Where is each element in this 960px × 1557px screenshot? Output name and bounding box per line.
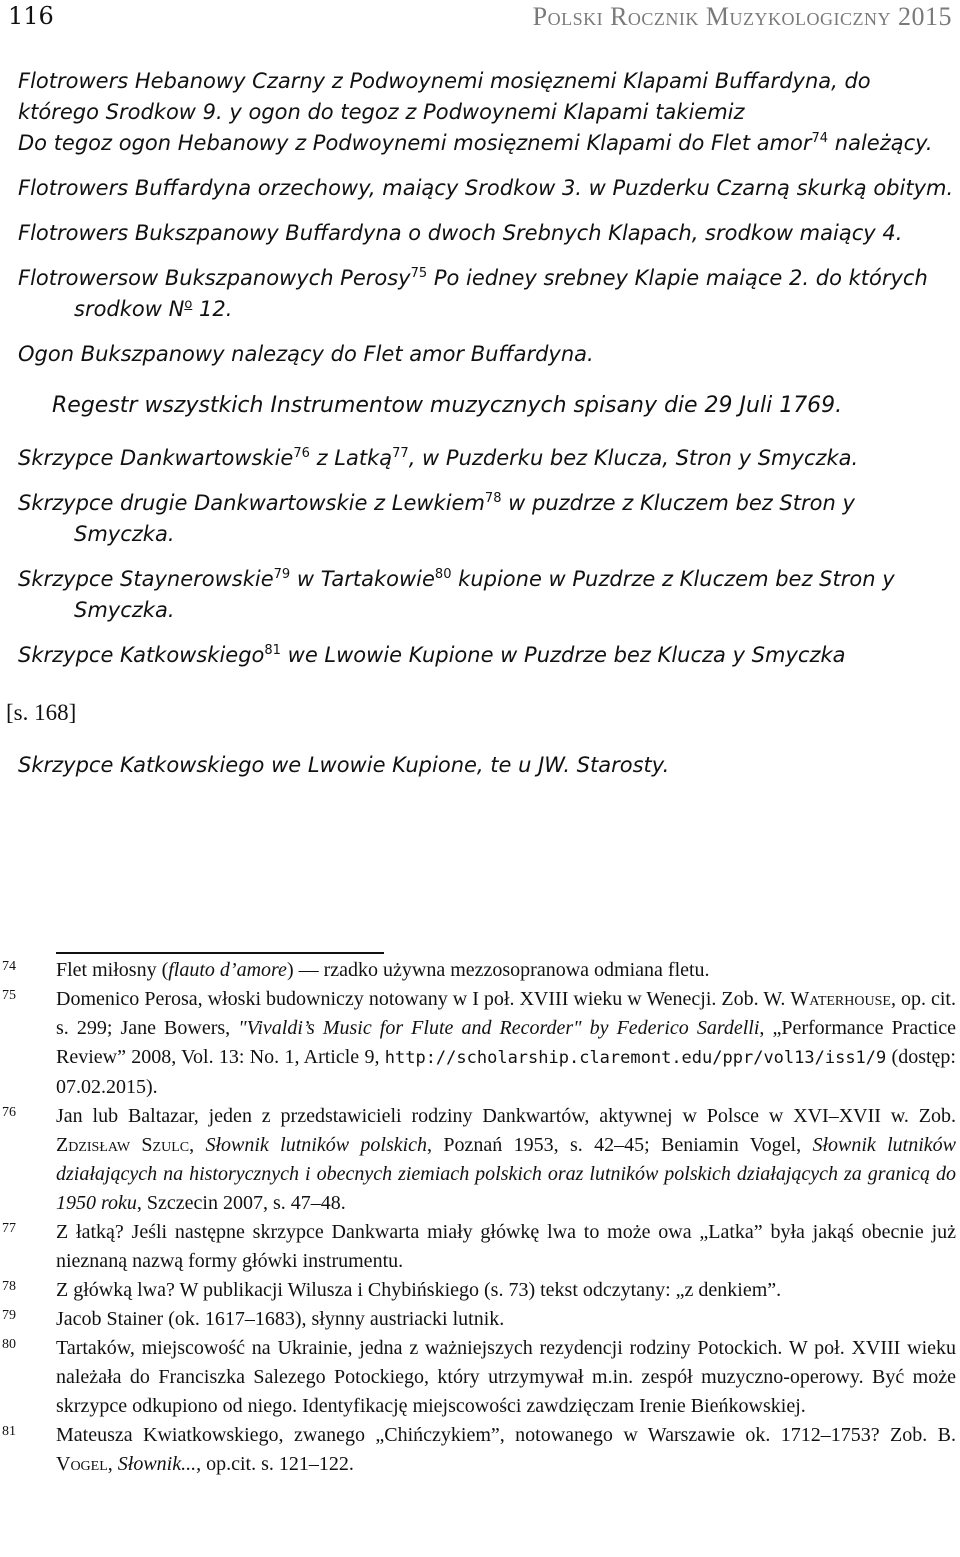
section-heading: Regestr wszystkich Instrumentow muzycznych spisany die 29 Juli 1769. (52, 393, 843, 418)
page-number: 116 (8, 2, 54, 30)
footnote-number: 77 (2, 1221, 16, 1236)
footnote-number: 74 (2, 959, 16, 974)
inventory-entry: Flotrowers Hebanowy Czarny z Podwoynemi mosięznemi Klapami Buffardyna, do którego Srodkow 9. y ogon do tegoz z Podwoynemi Klapami takiemiz (18, 69, 871, 124)
page-header (0, 0, 960, 40)
footnote-number: 79 (2, 1308, 16, 1323)
footnote-number: 80 (2, 1337, 16, 1352)
footnote-81: 81 Mateusza Kwiatkowskiego, zwanego „Chińczykiem”, notowanego w Warszawie ok. 1712–1753? Zob. B. Vogel, Słownik..., op.cit. s. 121–122. (0, 1421, 960, 1479)
source-link[interactable]: http://scholarship.claremont.edu/ppr/vol13/iss1/9 (384, 1048, 887, 1068)
footnote-76: 76 Jan lub Baltazar, jeden z przedstawicieli rodziny Dankwartów, aktywnej w Polsce w XVI–XVII w. Zob. Zdzisław Szulc, Słownik lutników polskich, Poznań 1953, s. 42–45; Beniamin Vogel, Słownik lutników działających na historycznych i obecnych ziemiach polskich oraz lutników polskich działających za granicą do 1950 roku, Szczecin 2007, s. 47–48. (0, 1102, 960, 1218)
inventory-entry: Skrzypce Katkowskiego we Lwowie Kupione, te u JW. Starosty. (18, 753, 670, 777)
running-head: Polski Rocznik Muzykologiczny 2015 (532, 2, 952, 31)
inventory-entry: Flotrowersow Bukszpanowych Perosy$^{75}$ Po iedney srebney Klapie maiące 2. do których srodkow $N^o$ 12. (18, 266, 928, 321)
footnote-ref[interactable]: 78 (484, 491, 502, 506)
footnote-number: 76 (2, 1105, 16, 1120)
inventory-entry: Flotrowers Bukszpanowy Buffardyna o dwoch Srebnych Klapach, srodkow maiący 4. (18, 221, 903, 245)
footnote-number: 78 (2, 1279, 16, 1294)
footnote-ref[interactable]: 74 (811, 131, 829, 146)
footnote-separator (56, 952, 384, 954)
footnote-75: 75 Domenico Perosa, włoski budowniczy notowany w I poł. XVIII wieku w Wenecji. Zob. W. Waterhouse, op. cit. s. 299; Jane Bowers, "Vivaldi’s Music for Flute and Recorder" by Federico Sardelli, „Performance Practice Review” 2008, Vol. 13: No. 1, Article 9, http://scholarship.claremont.edu/ppr/vol13/iss1/9 (dostęp: 07.02.2015). (0, 985, 960, 1102)
footnote-number: 75 (2, 988, 16, 1003)
footnote-ref[interactable]: 79 (273, 567, 291, 582)
footnote-ref[interactable]: 76 (293, 446, 310, 461)
footnote-number: 81 (2, 1424, 16, 1439)
inventory-entry: Skrzypce Katkowskiego$^{81}$ we Lwowie Kupione w Puzdrze bez Klucza y Smyczka (18, 643, 846, 667)
footnote-77: 77 Z łatką? Jeśli następne skrzypce Dankwarta miały główkę lwa to może owa „Latka” była jakąś obecnie już nieznaną nazwą formy główki instrumentu. (0, 1218, 960, 1276)
inventory-entry: Skrzypce drugie Dankwartowskie z Lewkiem$^{78}$ w puzdrze z Kluczem bez Stron y Smyczka. (18, 491, 855, 546)
footnote-ref[interactable]: 81 (264, 643, 281, 658)
footnote-ref[interactable]: 75 (410, 266, 428, 281)
inventory-entry: Do tegoz ogon Hebanowy z Podwoynemi mosięznemi Klapami do Flet amor$^{74}$ należący. (18, 131, 933, 155)
footnote-ref[interactable]: 80 (434, 567, 452, 582)
footnotes (0, 956, 960, 1479)
inventory-entry: Ogon Bukszpanowy nalezący do Flet amor Buffardyna. (18, 342, 594, 366)
footnote-79: 79 Jacob Stainer (ok. 1617–1683), słynny austriacki lutnik. (0, 1305, 960, 1334)
footnote-80: 80 Tartaków, miejscowość na Ukrainie, jedna z ważniejszych rezydencji rodziny Potockich. W poł. XVIII wieku należała do Franciszka Salezego Potockiego, który utrzymywał m.in. zespół muzyczno-operowy. Być może skrzypce odkupiono od niego. Identyfikację miejscowości zawdzięczam Irenie Bieńkowskiej. (0, 1334, 960, 1421)
footnote-78: 78 Z główką lwa? W publikacji Wilusza i Chybińskiego (s. 73) tekst odczytany: „z denkiem”. (0, 1276, 960, 1305)
inventory-text (6, 66, 956, 795)
source-page-marker: [s. 168] (6, 700, 77, 725)
inventory-entry: Skrzypce Staynerowskie$^{79}$ w Tartakowie$^{80}$ kupione w Puzdrze z Kluczem bez Stron y Smyczka. (18, 567, 895, 622)
footnote-ref[interactable]: 77 (392, 446, 409, 461)
inventory-entry: Flotrowers Buffardyna orzechowy, maiący Srodkow 3. w Puzderku Czarną skurką obitym. (18, 176, 954, 200)
inventory-entry: Skrzypce Dankwartowskie$^{76}$ z Latką$^{77}$, w Puzderku bez Klucza, Stron y Smyczka. (18, 446, 859, 470)
footnote-74: 74 Flet miłosny (flauto d’amore) — rzadko używna mezzosopranowa odmiana fletu. (0, 956, 960, 985)
